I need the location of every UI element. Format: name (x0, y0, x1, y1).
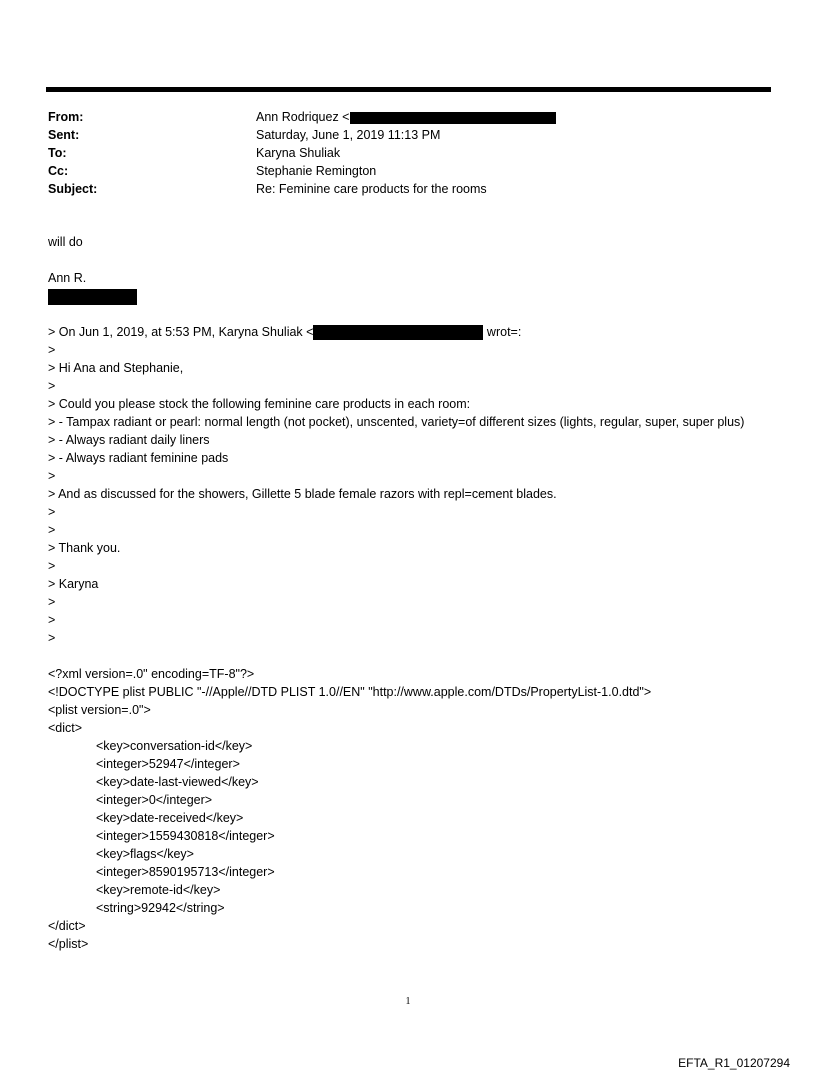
plist-doctype: <!DOCTYPE plist PUBLIC "-//Apple//DTD PLIST 1.0//EN" "http://www.apple.com/DTDs/PropertyList-1.0.dtd"> (48, 685, 652, 700)
quote-line: > (48, 343, 56, 358)
quote-intro: > On Jun 1, 2019, at 5:53 PM, Karyna Shuliak < wrot=: (48, 325, 522, 340)
plist-entry: <key>conversation-id</key> (96, 739, 253, 754)
sent-label: Sent: (48, 128, 80, 142)
dict-open: <dict> (48, 721, 83, 736)
plist-entry: <integer>1559430818</integer> (96, 829, 275, 844)
plist-entry: <key>remote-id</key> (96, 883, 221, 898)
plist-xml-declaration: <?xml version=.0" encoding=TF-8"?> (48, 667, 255, 682)
redaction-box (48, 289, 137, 305)
signature-name: Ann R. (48, 271, 87, 285)
subject-value: Re: Feminine care products for the rooms (256, 182, 487, 196)
subject-row (48, 180, 768, 198)
from-label: From: (48, 110, 84, 124)
quote-name: > Karyna (48, 577, 99, 592)
quote-line: > (48, 613, 56, 628)
sent-row (48, 126, 768, 144)
plist-entry: <key>date-received</key> (96, 811, 244, 826)
from-row (48, 108, 768, 126)
dict-close: </dict> (48, 919, 86, 934)
to-label: To: (48, 146, 67, 160)
quote-line: > (48, 559, 56, 574)
quote-item-pads: > - Always radiant feminine pads (48, 451, 229, 466)
plist-entry: <integer>8590195713</integer> (96, 865, 275, 880)
header-rule (46, 87, 771, 92)
email-header (48, 108, 768, 198)
page-number: 1 (405, 996, 411, 1007)
plist-close: </plist> (48, 937, 89, 952)
quote-greeting: > Hi Ana and Stephanie, (48, 361, 184, 376)
quote-showers: > And as discussed for the showers, Gillette 5 blade female razors with repl=cement blades. (48, 487, 557, 502)
quote-line: > (48, 595, 56, 610)
quote-line: > (48, 505, 56, 520)
quote-line: > (48, 523, 56, 538)
quote-line: > (48, 379, 56, 394)
redaction-box (350, 112, 556, 124)
from-value: Ann Rodriquez < (256, 110, 350, 124)
plist-entry: <string>92942</string> (96, 901, 225, 916)
plist-entry: <key>flags</key> (96, 847, 194, 862)
to-value: Karyna Shuliak (256, 146, 341, 160)
quote-line: > (48, 469, 56, 484)
to-row (48, 144, 768, 162)
quote-item-liners: > - Always radiant daily liners (48, 433, 210, 448)
quote-line: > (48, 631, 56, 646)
plist-entry: <integer>52947</integer> (96, 757, 240, 772)
subject-label: Subject: (48, 182, 98, 196)
quote-request: > Could you please stock the following feminine care products in each room: (48, 397, 471, 412)
quote-thanks: > Thank you. (48, 541, 121, 556)
reply-text: will do (48, 235, 83, 249)
email-body (48, 233, 768, 953)
plist-entry: <key>date-last-viewed</key> (96, 775, 259, 790)
cc-value: Stephanie Remington (256, 164, 377, 178)
cc-label: Cc: (48, 164, 69, 178)
redaction-box (313, 325, 483, 340)
bates-number: EFTA_R1_01207294 (678, 1056, 790, 1070)
plist-entry: <integer>0</integer> (96, 793, 213, 808)
sent-value: Saturday, June 1, 2019 11:13 PM (256, 128, 441, 142)
cc-row (48, 162, 768, 180)
quote-item-tampax: > - Tampax radiant or pearl: normal length (not pocket), unscented, variety=of different sizes (lights, regular, super, super plus) (48, 415, 745, 430)
plist-open: <plist version=.0"> (48, 703, 151, 718)
